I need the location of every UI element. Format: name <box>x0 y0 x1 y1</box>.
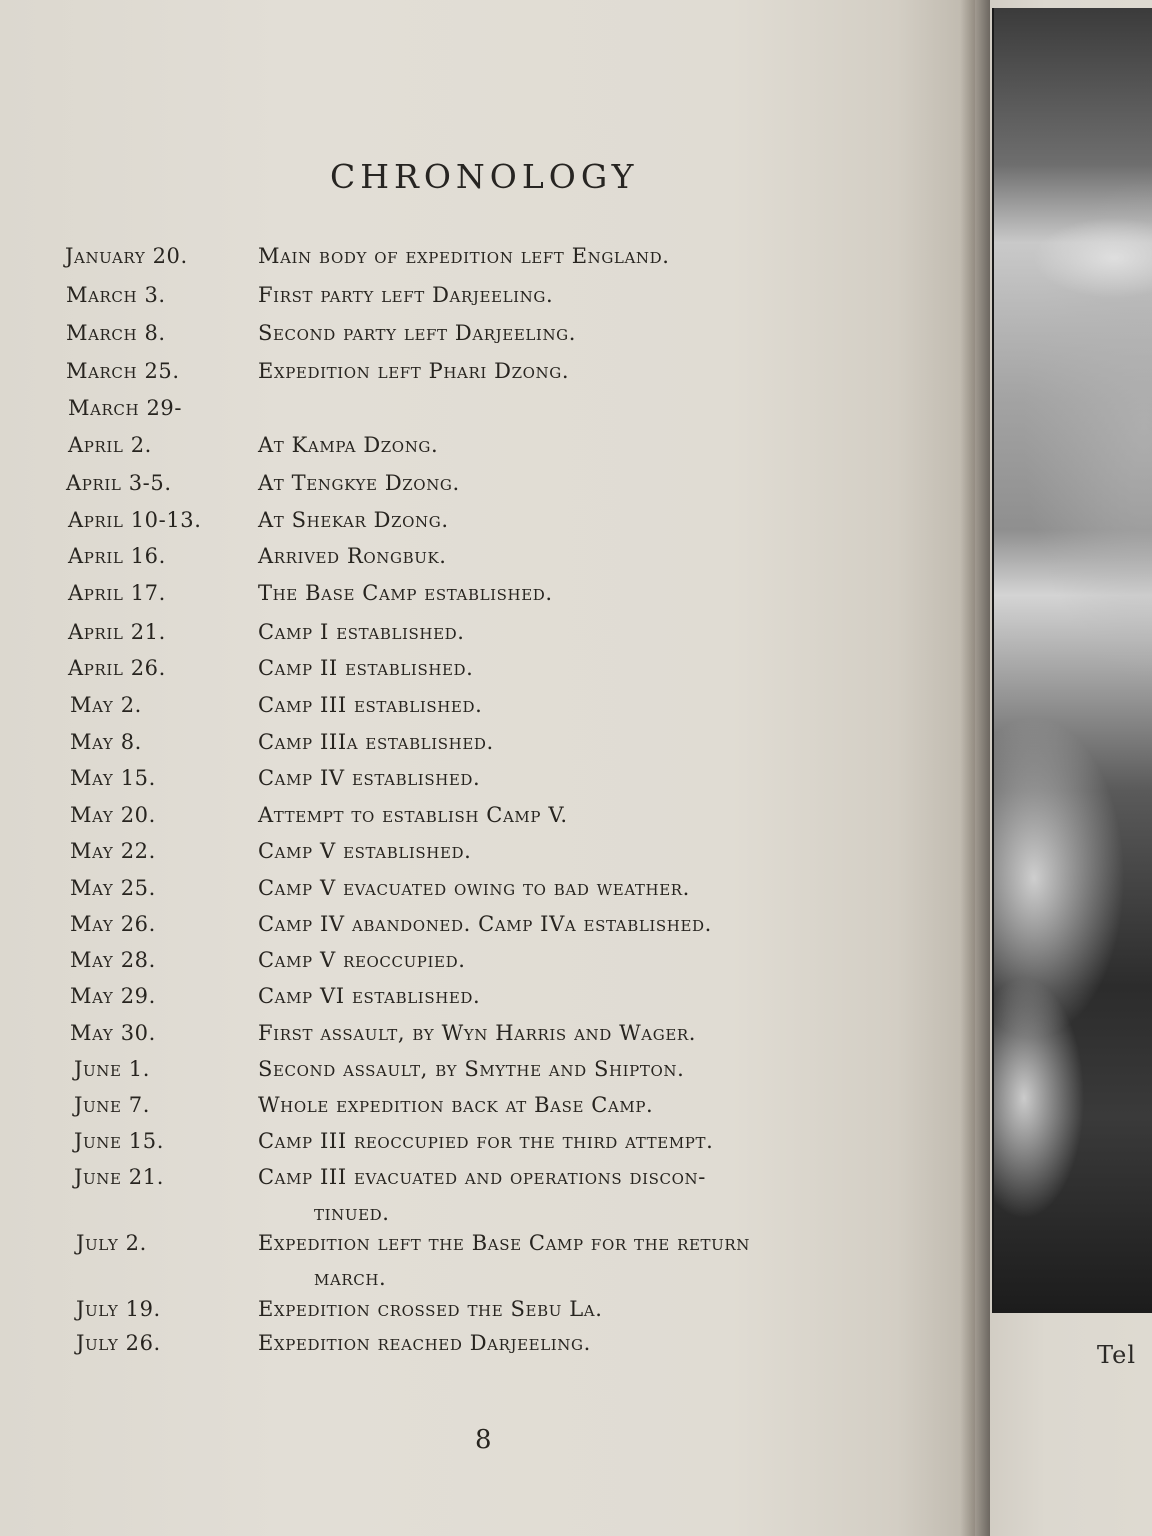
entry-date: May 22. <box>70 839 156 863</box>
entry-event-continuation: march. <box>314 1266 387 1290</box>
entry-event-continuation: tinued. <box>314 1201 390 1225</box>
entry-date: April 3-5. <box>66 471 172 495</box>
entry-date: June 7. <box>74 1093 151 1117</box>
entry-date: May 2. <box>70 693 142 717</box>
entry-date: June 15. <box>74 1129 165 1153</box>
entry-event: Camp III established. <box>258 693 483 717</box>
book-gutter <box>960 0 990 1536</box>
entry-event: Camp IV abandoned. Camp IVa established. <box>258 912 712 936</box>
entry-date: May 28. <box>70 948 156 972</box>
entry-date: May 26. <box>70 912 156 936</box>
entry-date: March 25. <box>66 359 180 383</box>
entry-date: April 17. <box>68 581 166 605</box>
entry-date: June 1. <box>74 1057 151 1081</box>
entry-event: At Shekar Dzong. <box>258 508 449 532</box>
entry-event: Arrived Rongbuk. <box>258 544 447 568</box>
entry-date: May 15. <box>70 766 156 790</box>
entry-date: March 8. <box>66 321 166 345</box>
entry-event: Whole expedition back at Base Camp. <box>258 1093 654 1117</box>
entry-event: Expedition crossed the Sebu La. <box>258 1297 603 1321</box>
entry-event: First party left Darjeeling. <box>258 283 554 307</box>
facing-page-caption-fragment: Tel <box>1097 1341 1137 1369</box>
entry-event: Camp V established. <box>258 839 472 863</box>
entry-event: Second party left Darjeeling. <box>258 321 577 345</box>
entry-event: Second assault, by Smythe and Shipton. <box>258 1057 685 1081</box>
entry-date: May 30. <box>70 1021 156 1045</box>
entry-event: Expedition left Phari Dzong. <box>258 359 570 383</box>
entry-date: March 29- <box>68 396 183 420</box>
entry-event: Camp V evacuated owing to bad weather. <box>258 876 690 900</box>
entry-date: July 2. <box>76 1231 147 1255</box>
entry-event: Expedition reached Darjeeling. <box>258 1331 591 1355</box>
entry-event: Camp III reoccupied for the third attempt. <box>258 1129 714 1153</box>
entry-date: January 20. <box>65 244 188 268</box>
entry-date: April 16. <box>68 544 166 568</box>
entry-event: Camp I established. <box>258 620 465 644</box>
entry-event: Camp IV established. <box>258 766 481 790</box>
page-title: CHRONOLOGY <box>330 157 639 196</box>
entry-date: May 25. <box>70 876 156 900</box>
entry-event: Camp V reoccupied. <box>258 948 466 972</box>
entry-date: July 19. <box>76 1297 161 1321</box>
entry-event: Camp VI established. <box>258 984 481 1008</box>
entry-event: The Base Camp established. <box>258 581 553 605</box>
entry-event: At Tengkye Dzong. <box>258 471 460 495</box>
entry-date: April 10-13. <box>68 508 202 532</box>
entry-event: First assault, by Wyn Harris and Wager. <box>258 1021 697 1045</box>
entry-date: June 21. <box>74 1165 165 1189</box>
entry-event: Camp III evacuated and operations discon- <box>258 1165 706 1189</box>
entry-date: April 2. <box>68 433 152 457</box>
entry-date: March 3. <box>66 283 166 307</box>
entry-date: July 26. <box>76 1331 161 1355</box>
entry-date: May 20. <box>70 803 156 827</box>
entry-event: Attempt to establish Camp V. <box>258 803 568 827</box>
entry-date: April 26. <box>68 656 166 680</box>
mountain-photo-plate <box>992 8 1152 1313</box>
entry-date: April 21. <box>68 620 166 644</box>
entry-event: Camp IIIa established. <box>258 730 494 754</box>
entry-event: Camp II established. <box>258 656 474 680</box>
page-number: 8 <box>475 1425 492 1455</box>
entry-event: Expedition left the Base Camp for the return <box>258 1231 751 1255</box>
entry-date: May 29. <box>70 984 156 1008</box>
entry-date: May 8. <box>70 730 142 754</box>
entry-event: At Kampa Dzong. <box>258 433 439 457</box>
entry-event: Main body of expedition left England. <box>258 244 670 268</box>
